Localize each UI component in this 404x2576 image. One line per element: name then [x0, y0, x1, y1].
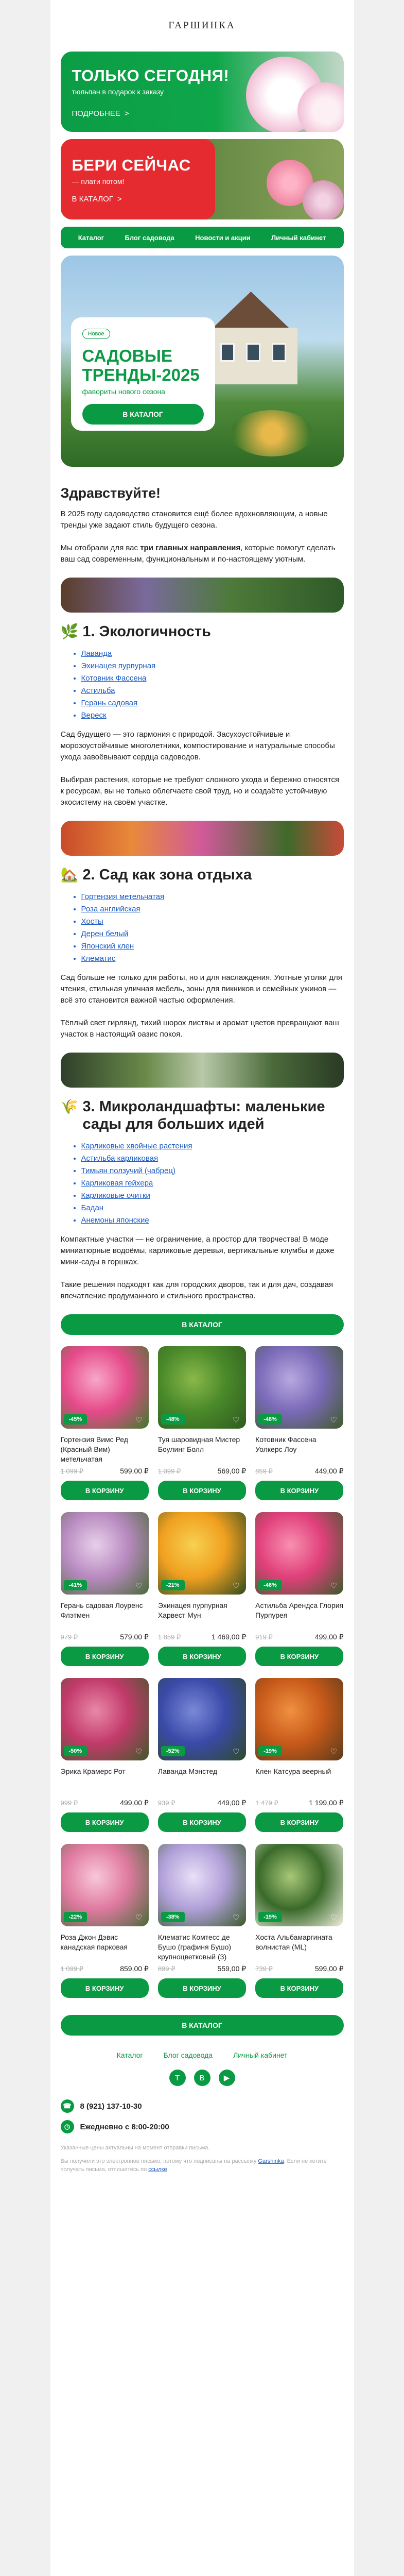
nav-blog[interactable]: Блог садовода — [125, 233, 174, 242]
nav-catalog[interactable]: Каталог — [78, 233, 104, 242]
hero-banner — [61, 256, 344, 467]
product-name[interactable]: Роза Джон Дэвис канадская парковая — [60, 1933, 128, 1951]
old-price: 859 ₽ — [255, 1467, 273, 1475]
price-note: Указанные цены актуальны на момент отправки письма. — [60, 2145, 210, 2151]
discount-badge: -38% — [161, 1912, 185, 1922]
product-card[interactable] — [255, 1346, 343, 1512]
discount-badge: -41% — [64, 1580, 87, 1590]
flowers-image-2 — [303, 180, 344, 219]
heart-icon[interactable]: ♡ — [330, 1582, 337, 1590]
product-name[interactable]: Гортензия Вимс Ред (Красный Вим) метельчатая — [60, 1435, 128, 1463]
old-price: 1 099 ₽ — [60, 1467, 83, 1475]
product-name[interactable]: Герань садовая Лоуренс Флэтмен — [60, 1601, 143, 1619]
micro-link[interactable]: • Астильба карликовая — [81, 1153, 344, 1165]
micro-link[interactable]: • Карликовые хвойные растения — [81, 1140, 344, 1153]
micro-paragraph-2: Такие решения подходят как для городских дворов, так и для дач, создавая впечатление продуманного и стильного пространства. — [60, 1280, 333, 1300]
product-name[interactable]: Лаванда Мэнстед — [157, 1767, 218, 1775]
intro-paragraph-1: В 2025 году садоводство становится ещё более вдохновляющим, а новые тренды уже задают стиль будущего сезона. — [60, 510, 328, 530]
eco-banner-image — [61, 578, 344, 613]
product-prices — [255, 1964, 343, 1973]
product-prices — [158, 1633, 246, 1641]
vk-icon[interactable]: В — [194, 2070, 210, 2086]
unsubscribe-note: Вы получили это электронное письмо, потому что подписаны на рассылку Garshinka. Если не хотите получать письма, отпишитесь по ссылке — [60, 2158, 327, 2173]
promo-bnpl-banner[interactable] — [61, 139, 344, 219]
wheat-icon: 🌾 — [60, 1098, 79, 1114]
current-price: 859,00 ₽ — [120, 1964, 149, 1973]
discount-badge: -19% — [258, 1912, 282, 1922]
discount-badge: -50% — [64, 1746, 87, 1756]
micro-link[interactable]: • Тимьян ползучий (чабрец) — [81, 1165, 344, 1177]
old-price: 1 099 ₽ — [60, 1964, 83, 1973]
heart-icon[interactable]: ♡ — [233, 1913, 240, 1922]
product-prices — [255, 1467, 343, 1476]
product-card[interactable] — [61, 1678, 149, 1844]
add-to-cart-button[interactable]: В КОРЗИНУ — [61, 1978, 149, 1998]
eco-paragraph-1: Сад будущего — это гармония с природой. Засухоустойчивые и морозоустойчивые многолетники, компостирование и натуральные способы ухода завоёвывают сердца садоводов. — [60, 730, 335, 761]
product-card[interactable] — [61, 1512, 149, 1678]
promo-bnpl-link-label: В КАТАЛОГ — [72, 195, 113, 204]
discount-badge: -48% — [161, 1414, 185, 1425]
discount-badge: -19% — [258, 1746, 282, 1756]
product-card[interactable] — [255, 1678, 343, 1844]
hours-row: ◷ Ежедневно с 8:00-20:00 — [61, 2120, 344, 2133]
section-eco-title: 🌿 1. Экологичность — [60, 623, 211, 640]
heart-icon[interactable]: ♡ — [233, 1582, 240, 1590]
brand-logo-text: ГАРШИНКА — [168, 20, 236, 31]
add-to-cart-button[interactable]: В КОРЗИНУ — [255, 1978, 343, 1998]
product-card[interactable] — [61, 1346, 149, 1512]
product-prices — [158, 1467, 246, 1476]
product-card[interactable] — [61, 1844, 149, 2010]
add-to-cart-button[interactable]: В КОРЗИНУ — [158, 1978, 246, 1998]
clock-icon: ◷ — [61, 2120, 74, 2133]
eco-links — [61, 648, 344, 722]
old-price: 919 ₽ — [255, 1633, 273, 1641]
promo-today-subtitle: тюльпан в подарок к заказу — [72, 88, 164, 96]
greeting: Здравствуйте! — [60, 485, 161, 501]
product-prices — [61, 1964, 149, 1973]
current-price: 1 199,00 ₽ — [309, 1799, 344, 1807]
heart-icon[interactable]: ♡ — [135, 1748, 143, 1756]
current-price: 599,00 ₽ — [120, 1467, 149, 1475]
micro-link[interactable]: • Анемоны японские — [81, 1214, 344, 1227]
product-image[interactable] — [61, 1512, 149, 1595]
product-prices — [255, 1633, 343, 1641]
discount-badge: -52% — [161, 1746, 185, 1756]
rest-paragraph-1: Сад больше не только для работы, но и для наслаждения. Уютные уголки для чтения, стильная уличная мебель, зоны для пикников и семейных ужинов — всё это становится важной частью оформления. — [60, 973, 342, 1005]
eco-link[interactable]: • Лаванда — [81, 648, 344, 660]
arrow-right-icon: > — [117, 195, 122, 204]
old-price: 1 479 ₽ — [255, 1799, 278, 1807]
add-to-cart-button[interactable]: В КОРЗИНУ — [158, 1812, 246, 1832]
current-price: 599,00 ₽ — [314, 1964, 344, 1973]
garden-image — [231, 410, 313, 456]
micro-paragraph-1: Компактные участки — не ограничение, а простор для творчества! В моде миниатюрные водоёмы, карликовые деревья, вертикальные клумбы и даже мини-сады в горшках. — [60, 1235, 335, 1266]
old-price: 899 ₽ — [157, 1964, 175, 1973]
product-card[interactable] — [255, 1844, 343, 2010]
promo-today-title: ТОЛЬКО СЕГОДНЯ! — [72, 66, 230, 84]
micro-link[interactable]: • Бадан — [81, 1202, 344, 1214]
brand-link[interactable]: Garshinka — [258, 2158, 284, 2164]
nav-news[interactable]: Новости и акции — [195, 233, 251, 242]
new-tag: Новое — [82, 329, 110, 339]
old-price: 999 ₽ — [60, 1799, 78, 1807]
eco-link[interactable]: • Эхинацея пурпурная — [81, 660, 344, 672]
micro-links — [61, 1140, 344, 1227]
nav-account[interactable]: Личный кабинет — [271, 233, 326, 242]
current-price: 1 469,00 ₽ — [211, 1633, 247, 1641]
product-name[interactable]: Клематис Комтесс де Бушо (графиня Бушо) крупноцветковый (3) — [157, 1933, 232, 1961]
rest-link[interactable]: • Роза английская — [81, 903, 344, 916]
heart-icon[interactable]: ♡ — [233, 1748, 240, 1756]
hero-card — [71, 317, 215, 431]
add-to-cart-button[interactable]: В КОРЗИНУ — [255, 1647, 343, 1666]
product-image[interactable] — [158, 1346, 246, 1429]
product-image[interactable] — [158, 1844, 246, 1926]
add-to-cart-button[interactable]: В КОРЗИНУ — [61, 1481, 149, 1500]
current-price: 499,00 ₽ — [120, 1799, 149, 1807]
add-to-cart-button[interactable]: В КОРЗИНУ — [158, 1481, 246, 1500]
current-price: 499,00 ₽ — [314, 1633, 344, 1641]
product-name[interactable]: Астильба Арендса Глория Пурпурея — [255, 1601, 344, 1619]
rest-links — [61, 891, 344, 965]
brand-logo[interactable] — [50, 0, 354, 52]
old-price: 1 859 ₽ — [157, 1633, 181, 1641]
add-to-cart-button[interactable]: В КОРЗИНУ — [61, 1647, 149, 1666]
leaf-icon: 🌿 — [60, 623, 79, 639]
promo-bnpl-subtitle: — плати потом! — [72, 177, 125, 185]
product-name[interactable]: Эрика Крамерс Рот — [60, 1767, 126, 1775]
product-image[interactable] — [255, 1678, 343, 1760]
footer-nav-account[interactable]: Личный кабинет — [233, 2051, 288, 2059]
micro-link[interactable]: • Карликовая гейхера — [81, 1177, 344, 1190]
phone-icon: ☎ — [61, 2099, 74, 2113]
telegram-icon[interactable]: Т — [169, 2070, 186, 2086]
hero-catalog-button[interactable]: В КАТАЛОГ — [82, 404, 204, 425]
current-price: 569,00 ₽ — [217, 1467, 247, 1475]
rest-link[interactable]: • Японский клен — [81, 940, 344, 953]
product-prices — [61, 1799, 149, 1807]
micro-link[interactable]: • Карликовые очитки — [81, 1190, 344, 1202]
current-price: 579,00 ₽ — [120, 1633, 149, 1641]
eco-link[interactable]: • Котовник Фассена — [81, 672, 344, 685]
main-nav — [61, 227, 344, 248]
heart-icon[interactable]: ♡ — [330, 1913, 337, 1922]
rest-link[interactable]: • Хосты — [81, 916, 344, 928]
product-card[interactable] — [158, 1844, 246, 2010]
promo-bnpl-link[interactable] — [72, 195, 191, 204]
product-image[interactable] — [255, 1346, 343, 1429]
intro-paragraph-2: Мы отобрали для вас три главных направления, которые помогут сделать ваш сад современным, функциональным и по-настоящему уютным. — [60, 544, 336, 564]
heart-icon[interactable]: ♡ — [135, 1582, 143, 1590]
arrow-right-icon: > — [124, 109, 129, 118]
email-body — [50, 0, 354, 2576]
eco-link[interactable]: • Астильба — [81, 685, 344, 697]
hero-subtitle: фавориты нового сезона — [82, 387, 165, 396]
product-name[interactable]: Туя шаровидная Мистер Боулинг Болл — [157, 1435, 240, 1453]
product-prices — [255, 1799, 343, 1807]
add-to-cart-button[interactable]: В КОРЗИНУ — [158, 1647, 246, 1666]
discount-badge: -45% — [64, 1414, 87, 1425]
old-price: 939 ₽ — [157, 1799, 175, 1807]
add-to-cart-button[interactable]: В КОРЗИНУ — [255, 1481, 343, 1500]
current-price: 559,00 ₽ — [217, 1964, 247, 1973]
old-price: 1 099 ₽ — [157, 1467, 181, 1475]
product-card[interactable] — [158, 1346, 246, 1512]
rest-link[interactable]: • Дерен белый — [81, 928, 344, 940]
product-card[interactable] — [255, 1512, 343, 1678]
promo-today-banner[interactable] — [61, 52, 344, 132]
old-price: 979 ₽ — [60, 1633, 78, 1641]
youtube-icon[interactable]: ▶ — [219, 2070, 235, 2086]
add-to-cart-button[interactable]: В КОРЗИНУ — [255, 1812, 343, 1832]
product-image[interactable] — [255, 1512, 343, 1595]
product-image[interactable] — [158, 1512, 246, 1595]
product-prices — [158, 1799, 246, 1807]
heart-icon[interactable]: ♡ — [135, 1913, 143, 1922]
discount-badge: -46% — [258, 1580, 282, 1590]
eco-paragraph-2: Выбирая растения, которые не требуют сложного ухода и бережно относятся к ресурсам, вы не только облегчаете свой труд, но и создаёте устойчивую экосистему на своём участке. — [60, 775, 340, 807]
micro-banner-image — [61, 1053, 344, 1088]
house-icon: 🏡 — [60, 867, 79, 883]
product-image[interactable] — [255, 1844, 343, 1926]
section-rest-title: 🏡 2. Сад как зона отдыха — [60, 867, 252, 883]
product-grid — [61, 1346, 344, 2010]
product-image[interactable] — [61, 1844, 149, 1926]
phone-row[interactable]: ☎ 8 (921) 137-10-30 — [61, 2099, 344, 2113]
footer-nav — [61, 2051, 344, 2059]
rest-banner-image — [61, 821, 344, 856]
product-card[interactable] — [158, 1678, 246, 1844]
catalog-button-bottom[interactable]: В КАТАЛОГ — [61, 2015, 344, 2036]
add-to-cart-button[interactable]: В КОРЗИНУ — [61, 1812, 149, 1832]
promo-today-link[interactable] — [72, 109, 230, 118]
product-prices — [158, 1964, 246, 1973]
unsubscribe-link[interactable]: ссылке — [148, 2166, 167, 2173]
discount-badge: -48% — [258, 1414, 282, 1425]
heart-icon[interactable]: ♡ — [330, 1748, 337, 1756]
promo-bnpl-title: БЕРИ СЕЙЧАС — [72, 156, 191, 174]
current-price: 449,00 ₽ — [314, 1467, 344, 1475]
catalog-button-top[interactable]: В КАТАЛОГ — [61, 1314, 344, 1335]
product-prices — [61, 1467, 149, 1476]
product-name[interactable]: Котовник Фассена Уолкерс Лоу — [255, 1435, 317, 1453]
discount-badge: -22% — [64, 1912, 87, 1922]
product-image[interactable] — [61, 1346, 149, 1429]
rest-link[interactable]: • Клематис — [81, 953, 344, 965]
product-image[interactable] — [61, 1678, 149, 1760]
heart-icon[interactable]: ♡ — [135, 1416, 143, 1425]
rest-paragraph-2: Тёплый свет гирлянд, тихий шорох листвы и аромат цветов превращают ваш участок в настоящий оазис покоя. — [60, 1019, 339, 1039]
footer — [50, 2051, 354, 2194]
heart-icon[interactable]: ♡ — [233, 1416, 240, 1425]
heart-icon[interactable]: ♡ — [330, 1416, 337, 1425]
rest-link[interactable]: • Гортензия метельчатая — [81, 891, 344, 903]
discount-badge: -21% — [161, 1580, 185, 1590]
product-card[interactable] — [158, 1512, 246, 1678]
product-prices — [61, 1633, 149, 1641]
social-links — [61, 2070, 344, 2086]
current-price: 449,00 ₽ — [217, 1799, 247, 1807]
old-price: 739 ₽ — [255, 1964, 273, 1973]
promo-today-link-label: ПОДРОБНЕЕ — [72, 109, 120, 118]
section-micro-title: 🌾 3. Микроландшафты: маленькие сады для больших идей — [60, 1098, 325, 1132]
eco-link[interactable]: • Герань садовая — [81, 697, 344, 709]
product-name[interactable]: Эхинацея пурпурная Харвест Мун — [157, 1601, 227, 1619]
product-name[interactable]: Хоста Альбамаргината волнистая (ML) — [255, 1933, 332, 1951]
product-image[interactable] — [158, 1678, 246, 1760]
footer-nav-blog[interactable]: Блог садовода — [163, 2051, 213, 2059]
hero-title: САДОВЫЕ ТРЕНДЫ-2025 — [82, 346, 200, 384]
eco-link[interactable]: • Вереск — [81, 709, 344, 722]
product-name[interactable]: Клен Катсура веерный — [255, 1767, 331, 1775]
footer-nav-catalog[interactable]: Каталог — [116, 2051, 143, 2059]
